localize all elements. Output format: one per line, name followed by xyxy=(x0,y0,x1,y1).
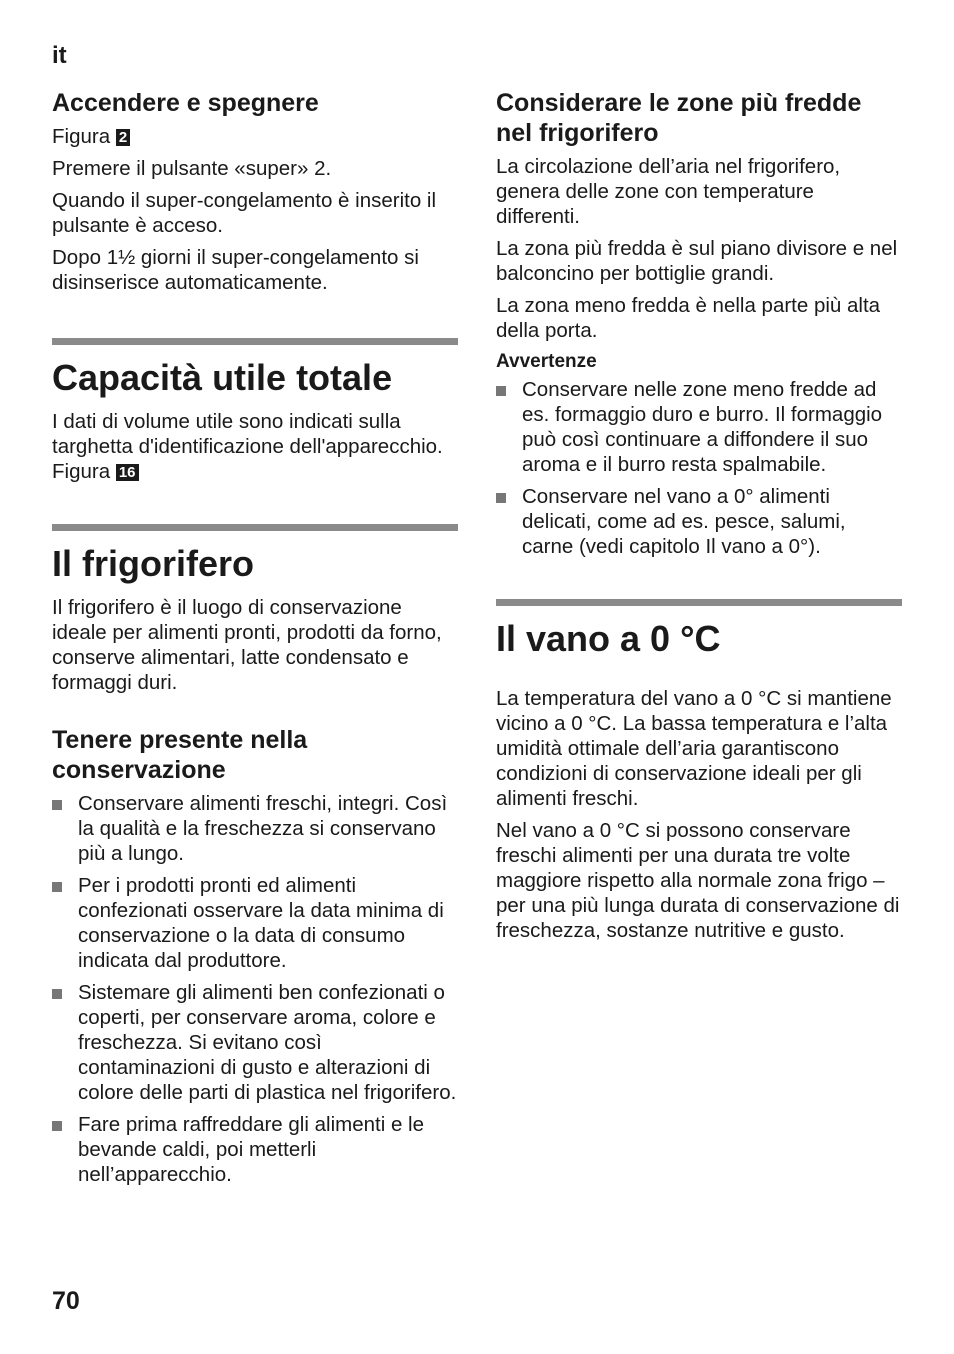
list-item-text: Conservare nel vano a 0° alimenti delicati, come ad es. pesce, salumi, carne (vedi capitolo Il vano a 0°). xyxy=(522,485,846,558)
list-item-text: Fare prima raffreddare gli alimenti e le bevande caldi, poi metterli nell’apparecchio. xyxy=(78,1113,424,1186)
paragraph: Quando il super-congelamento è inserito il pulsante è acceso. xyxy=(52,189,437,237)
list-item-text: Conservare nelle zone meno fredde ad es. formaggio duro e burro. Il formaggio può così continuare a diffondere il suo aroma e il burro resta spalmabile. xyxy=(522,378,883,476)
bullet-square-icon xyxy=(52,989,62,999)
heading-capacita: Capacità utile totale xyxy=(52,357,393,398)
paragraph: La circolazione dell’aria nel frigorifero, genera delle zone con temperature differenti. xyxy=(496,155,841,228)
notes-list xyxy=(496,377,902,559)
section-title-tenere: Tenere presente nella conservazione xyxy=(52,726,308,784)
page-number: 70 xyxy=(52,1287,80,1315)
paragraph: La zona meno fredda è nella parte più alta della porta. xyxy=(496,294,881,342)
figure-number-badge: 16 xyxy=(116,464,139,481)
list-item xyxy=(52,980,458,1105)
figure-number-badge: 2 xyxy=(116,129,130,146)
paragraph: La zona più fredda è sul piano divisore e nel balconcino per bottiglie grandi. xyxy=(496,237,898,285)
list-item-text: Per i prodotti pronti ed alimenti confezionati osservare la data minima di conservazione o la data di consumo indicata dal produttore. xyxy=(78,874,444,972)
paragraph: La temperatura del vano a 0 °C si mantiene vicino a 0 °C. La bassa temperatura e l’alta umidità ottimale dell’aria garantiscono condizioni di conservazione ideali per gli alimenti freschi. xyxy=(496,687,892,810)
bullet-square-icon xyxy=(52,800,62,810)
list-item-text: Sistemare gli alimenti ben confezionati o coperti, per conservare aroma, colore e freschezza. Si evitano così contaminazioni di gusto e alterazioni di colore delle parti di plastica nel frigorifero. xyxy=(78,981,457,1104)
paragraph: Nel vano a 0 °C si possono conservare freschi alimenti per una durata tre volte maggiore rispetto alla normale zona frigo – per una più lunga durata di conservazione di freschezza, sostanze nutritive e gusto. xyxy=(496,819,900,942)
bullet-square-icon xyxy=(52,882,62,892)
list-item xyxy=(52,791,458,866)
bullet-square-icon xyxy=(496,493,506,503)
section-title-accendere: Accendere e spegnere xyxy=(52,89,319,117)
heading-frigorifero: Il frigorifero xyxy=(52,543,255,584)
left-column xyxy=(52,88,458,1194)
section-divider xyxy=(52,338,458,345)
bullet-square-icon xyxy=(52,1121,62,1131)
list-item xyxy=(52,1112,458,1187)
list-item xyxy=(496,484,902,559)
paragraph-frigorifero: Il frigorifero è il luogo di conservazione ideale per alimenti pronti, prodotti da forno, conserve alimentari, latte condensato e formaggi duri. xyxy=(52,596,442,694)
language-tag: it xyxy=(52,42,67,69)
paragraph: Premere il pulsante «super» 2. xyxy=(52,157,332,180)
paragraph: Dopo 1½ giorni il super-congelamento si disinserisce automaticamente. xyxy=(52,246,419,294)
section-divider xyxy=(52,524,458,531)
list-item xyxy=(496,377,902,477)
paragraph-capacita xyxy=(52,409,458,484)
section-divider xyxy=(496,599,902,606)
list-item-text: Conservare alimenti freschi, integri. Così la qualità e la freschezza si conservano più a lungo. xyxy=(78,792,448,865)
bullet-square-icon xyxy=(496,386,506,396)
notes-heading: Avvertenze xyxy=(496,351,597,372)
figure-label: Figura xyxy=(52,125,111,148)
tenere-list xyxy=(52,791,458,1187)
list-item xyxy=(52,873,458,973)
section-title-zone: Considerare le zone più fredde nel frigorifero xyxy=(496,89,862,147)
heading-vano: Il vano a 0 °C xyxy=(496,618,721,659)
capacita-text: I dati di volume utile sono indicati sulla targhetta d'identificazione dell'apparecchio. Figura xyxy=(52,410,443,483)
figure-ref xyxy=(52,124,458,149)
right-column xyxy=(496,88,902,950)
